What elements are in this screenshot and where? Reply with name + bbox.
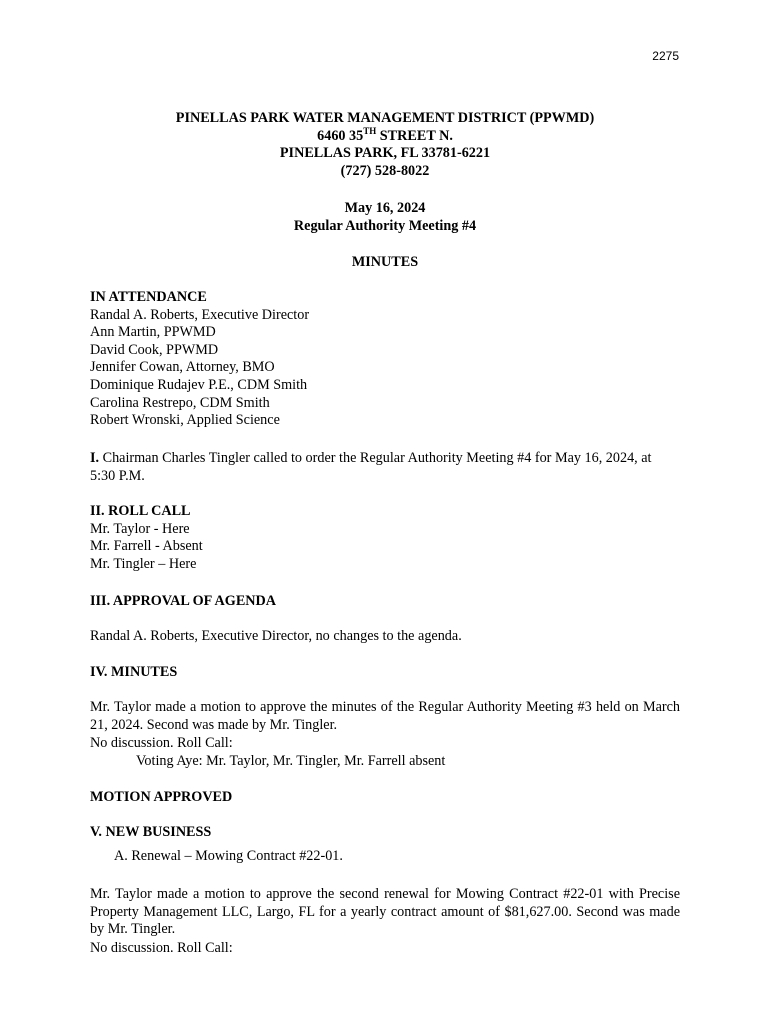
motion-approved: MOTION APPROVED (90, 789, 233, 805)
roll-call-section (90, 503, 680, 573)
city-line: PINELLAS PARK, FL 33781-6221 (279, 145, 491, 162)
attendee: Jennifer Cowan, Attorney, BMO (90, 359, 275, 376)
minutes-heading: IV. MINUTES (90, 664, 178, 680)
address-line (90, 125, 680, 146)
attendance-section (90, 289, 680, 430)
attendee: Carolina Restrepo, CDM Smith (90, 394, 270, 411)
new-business-motion: Mr. Taylor made a motion to approve the second renewal for Mowing Contract #22-01 with Precise Property Management LLC, Largo, FL for a yearly contract amount of $81,627.00. Second was made by Mr. Tingler. (90, 886, 680, 938)
letterhead (90, 110, 680, 180)
new-business-discussion: No discussion. Roll Call: (90, 940, 233, 956)
attendee: Randal A. Roberts, Executive Director (90, 306, 310, 323)
attendee: Dominique Rudajev P.E., CDM Smith (90, 376, 308, 393)
attendee: Robert Wronski, Applied Science (90, 412, 280, 429)
roll-call-entry: Mr. Tingler – Here (90, 555, 197, 572)
section-i-text: Chairman Charles Tingler called to order the Regular Authority Meeting #4 for May 16, 2024, at 5:30 P.M. (90, 450, 652, 484)
section-i-label: I. (90, 450, 100, 466)
meeting-title: Regular Authority Meeting #4 (293, 217, 477, 234)
minutes-voting: Voting Aye: Mr. Taylor, Mr. Tingler, Mr. Farrell absent (136, 753, 446, 769)
meeting-info (90, 200, 680, 235)
address-number: 6460 35 (317, 127, 364, 144)
attendee: David Cook, PPWMD (90, 341, 219, 358)
doc-type-heading: MINUTES (351, 254, 419, 270)
call-to-order (90, 450, 680, 485)
org-name: PINELLAS PARK WATER MANAGEMENT DISTRICT (PPWMD) (175, 110, 595, 126)
minutes-discussion: No discussion. Roll Call: (90, 735, 233, 751)
address-superscript: TH (363, 125, 377, 136)
attendee: Ann Martin, PPWMD (90, 324, 216, 341)
new-business-heading: V. NEW BUSINESS (90, 824, 212, 840)
address-street: STREET N. (376, 127, 453, 144)
new-business-item-a: A. Renewal – Mowing Contract #22-01. (114, 848, 343, 864)
phone-number: (727) 528-8022 (340, 162, 430, 179)
page-number: 2275 (652, 49, 679, 63)
agenda-heading: III. APPROVAL OF AGENDA (90, 593, 277, 609)
roll-call-heading: II. ROLL CALL (90, 503, 191, 519)
meeting-date: May 16, 2024 (344, 200, 426, 216)
agenda-text: Randal A. Roberts, Executive Director, no changes to the agenda. (90, 628, 462, 644)
roll-call-entry: Mr. Farrell - Absent (90, 538, 203, 555)
minutes-motion: Mr. Taylor made a motion to approve the minutes of the Regular Authority Meeting #3 held on March 21, 2024. Second was made by Mr. Tingler. (90, 699, 680, 733)
attendance-heading: IN ATTENDANCE (90, 289, 207, 305)
roll-call-entry: Mr. Taylor - Here (90, 520, 190, 537)
